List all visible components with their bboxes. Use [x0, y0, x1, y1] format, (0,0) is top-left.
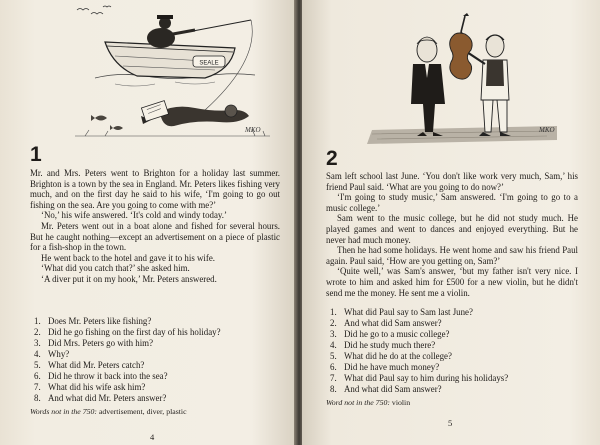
paragraph: Then he had some holidays. He went home and saw his friend Paul again. Paul said, ‘How are you getting on, Sam?’ [326, 245, 578, 266]
words-note-words: advertisement, diver, plastic [98, 407, 187, 416]
question-item: 6. Did he throw it back into the sea? [34, 371, 168, 381]
question-item: 2. Did he go fishing on the first day of his holiday? [34, 327, 221, 337]
question-item: 6. Did he have much money? [330, 362, 440, 372]
paragraph: ‘A diver put it on my hook,’ Mr. Peters answered. [41, 273, 217, 284]
story-text-right [326, 171, 578, 298]
words-note-left [30, 407, 187, 416]
question-item: 1. What did Paul say to Sam last June? [330, 307, 473, 317]
fishing-boat-illustration [55, 0, 280, 140]
paragraph: ‘I'm going to study music,’ Sam answered. ‘I'm going to go to a music college.’ [326, 192, 578, 213]
paragraph: Sam went to the music college, but he did not study much. He played games and went to dances and enjoyed everything. But he never had much money. [326, 213, 578, 245]
question-item: 8. And what did Sam answer? [330, 384, 442, 394]
question-item: 5. What did he do at the college? [330, 351, 452, 361]
story-text-left [30, 168, 280, 285]
paragraph: Mr. Peters went out in a boat alone and fished for several hours. But he caught nothing—except an advertisement on a piece of plastic for a fish-shop in the town. [30, 220, 280, 253]
paragraph: Sam left school last June. ‘You don't like work very much, Sam,’ his friend Paul said. ‘What are you going to do now?’ [326, 171, 578, 192]
paragraph: ‘No,’ his wife answered. ‘It's cold and windy today.’ [41, 210, 227, 221]
paragraph: He went back to the hotel and gave it to his wife. [41, 252, 215, 263]
artist-signature-left: MKO [245, 126, 261, 134]
question-item: 7. What did Paul say to him during his holidays? [330, 373, 509, 383]
boat-name-sign: SEALE [199, 60, 219, 67]
artist-signature-right: MKO [539, 126, 555, 134]
page-number-left: 4 [150, 432, 155, 442]
paragraph: ‘Quite well,’ was Sam's answer, ‘but my father isn't very nice. I wrote to him and asked him for £500 for a new violin, but he didn't send me the money. He sent me a violin. [326, 266, 578, 298]
question-item: 5. What did Mr. Peters catch? [34, 360, 145, 370]
words-note-label: Word not in the 750: [326, 398, 390, 407]
question-item: 3. Did he go to a music college? [330, 329, 450, 339]
questions-list-right [330, 307, 508, 395]
questions-list-left [34, 316, 221, 404]
paragraph: ‘What did you catch that?’ she asked him. [41, 263, 190, 274]
violin-illustration [357, 12, 567, 162]
question-item: 4. Why? [34, 349, 70, 359]
question-item: 4. Did he study much there? [330, 340, 436, 350]
words-note-label: Words not in the 750: [30, 407, 97, 416]
words-note-words: violin [391, 398, 411, 407]
chapter-number-2: 2 [326, 147, 338, 170]
question-item: 7. What did his wife ask him? [34, 382, 146, 392]
right-page [302, 0, 600, 445]
question-item: 2. And what did Sam answer? [330, 318, 442, 328]
chapter-number-1: 1 [30, 143, 42, 166]
words-note-right [326, 398, 410, 407]
left-page [0, 0, 296, 445]
question-item: 3. Did Mrs. Peters go with him? [34, 338, 154, 348]
question-item: 8. And what did Mr. Peters answer? [34, 393, 167, 403]
page-number-right: 5 [448, 418, 453, 428]
paragraph: Mr. and Mrs. Peters went to Brighton for a holiday last summer. Brighton is a town by the sea in England. Mr. Peters likes fishing very much, and on the first day he said to his wife, ‘I'm going to go out fishing on the sea. Are you going to come with me?’ [30, 168, 280, 210]
question-item: 1. Does Mr. Peters like fishing? [34, 316, 152, 326]
